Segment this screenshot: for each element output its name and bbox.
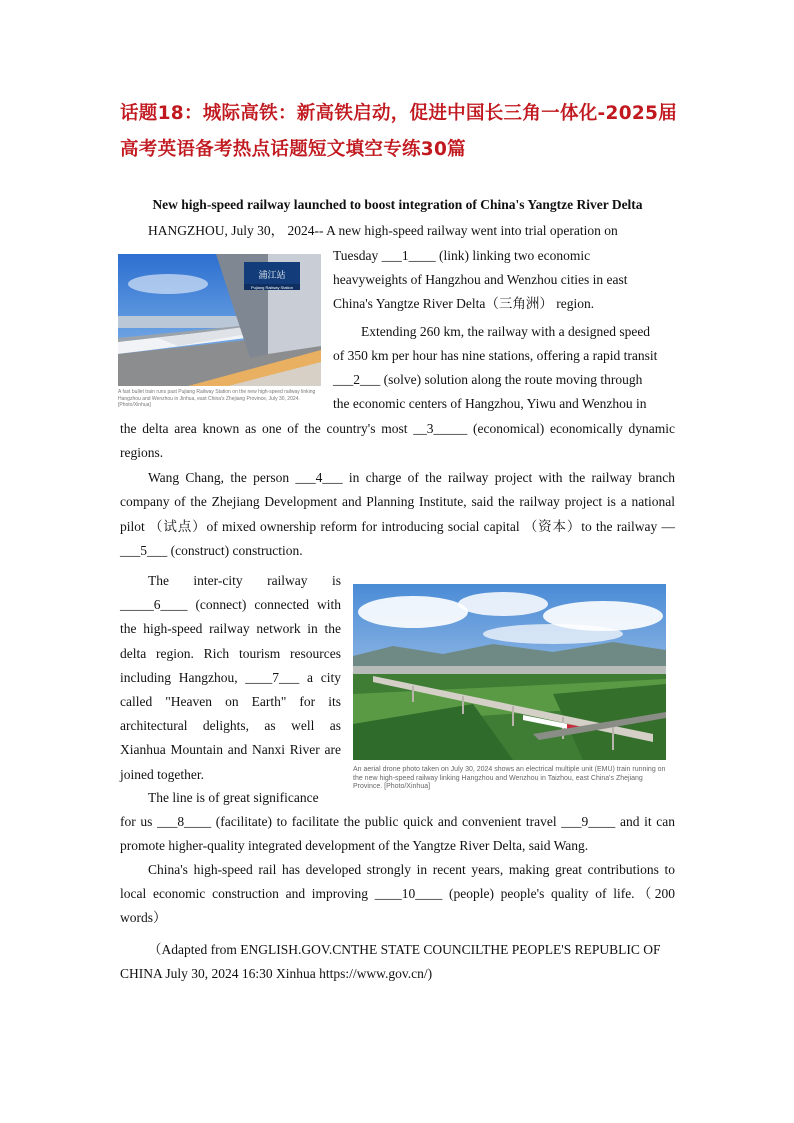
station-sign-en: Pujiang Railway Station — [250, 285, 294, 290]
paragraph-2-line-4: the economic centers of Hangzhou, Yiwu and Wenzhou in — [333, 396, 647, 411]
paragraph-1-line-2: Tuesday ___1____ (link) linking two economic — [333, 248, 591, 263]
paragraph-1-line-1: HANGZHOU, July 30， 2024-- A new high-speed railway went into trial operation on — [148, 223, 618, 238]
page-title: 话题18：城际高铁：新高铁启动，促进中国长三角一体化-2025届高考英语备考热点话题短文填空专练30篇 — [120, 103, 678, 160]
source-citation: （Adapted from ENGLISH.GOV.CNTHE STATE COUNCILTHE PEOPLE'S REPUBLIC OF CHINA July 30, 2024 16:30 Xinhua https://www.gov.cn/) — [120, 942, 661, 982]
paragraph-3: Wang Chang, the person ___4___ in charge of the railway project with the railway branch company of the Zhejiang Development and Planning Institute, said the railway project is a national pilot （试点）of mixed ownership reform for introducing social capital （资本）to the railway —___5___ (construct) construction. — [120, 470, 675, 559]
paragraph-1-line-3: heavyweights of Hangzhou and Wenzhou cities in east — [333, 272, 628, 287]
aerial-photo — [353, 584, 666, 760]
aerial-railway-image — [353, 584, 666, 760]
paragraph-2-rest: the delta area known as one of the country's most __3_____ (economical) economically dynamic regions. — [120, 421, 675, 461]
paragraph-2-line-2: of 350 km per hour has nine stations, offering a rapid transit — [333, 348, 658, 363]
photo-2-caption: An aerial drone photo taken on July 30, 2024 shows an electrical multiple unit (EMU) train running on the new high-speed railway linking Hangzhou and Wenzhou in Taizhou, east China's Zhejiang Province. [Photo/Xinhua] — [353, 766, 666, 791]
paragraph-4: The inter-city railway is _____6____ (connect) connected with the high-speed railway network in the delta region. Rich tourism resources including Hangzhou, ____7___ a city called "Heaven on Earth" for its architectural delights, as well as Xianhua Mountain and Nanxi River are joined together. — [120, 573, 341, 782]
paragraph-2-line-1: Extending 260 km, the railway with a designed speed — [361, 324, 651, 339]
photo-1-caption: A fast bullet train runs past Pujiang Railway Station on the new high-speed railway linking Hangzhou and Wenzhou in Jinhua, east China's Zhejiang Province, July 30, 2024. [Photo/Xinhua] — [118, 389, 316, 408]
article-heading: New high-speed railway launched to boost integration of China's Yangtze River Delta — [152, 197, 643, 212]
paragraph-5-line-1: The line is of great significance — [148, 790, 319, 805]
station-sign-cn: 浦江站 — [258, 271, 286, 281]
paragraph-1-line-4: China's Yangtze River Delta（三角洲） region. — [333, 296, 595, 311]
paragraph-6: China's high-speed rail has developed strongly in recent years, making great contributions to local economic construction and improving ____10____ (people) people's quality of life.（200 words） — [120, 862, 675, 926]
bullet-train-image — [118, 254, 321, 386]
paragraph-2-line-3: ___2___ (solve) solution along the route moving through — [333, 372, 643, 387]
paragraph-5-rest: for us ___8____ (facilitate) to facilitate the public quick and convenient travel ___9____ and it can promote higher-quality integrated development of the Yangtze River Delta, said Wang. — [120, 814, 675, 854]
station-photo — [118, 254, 321, 386]
